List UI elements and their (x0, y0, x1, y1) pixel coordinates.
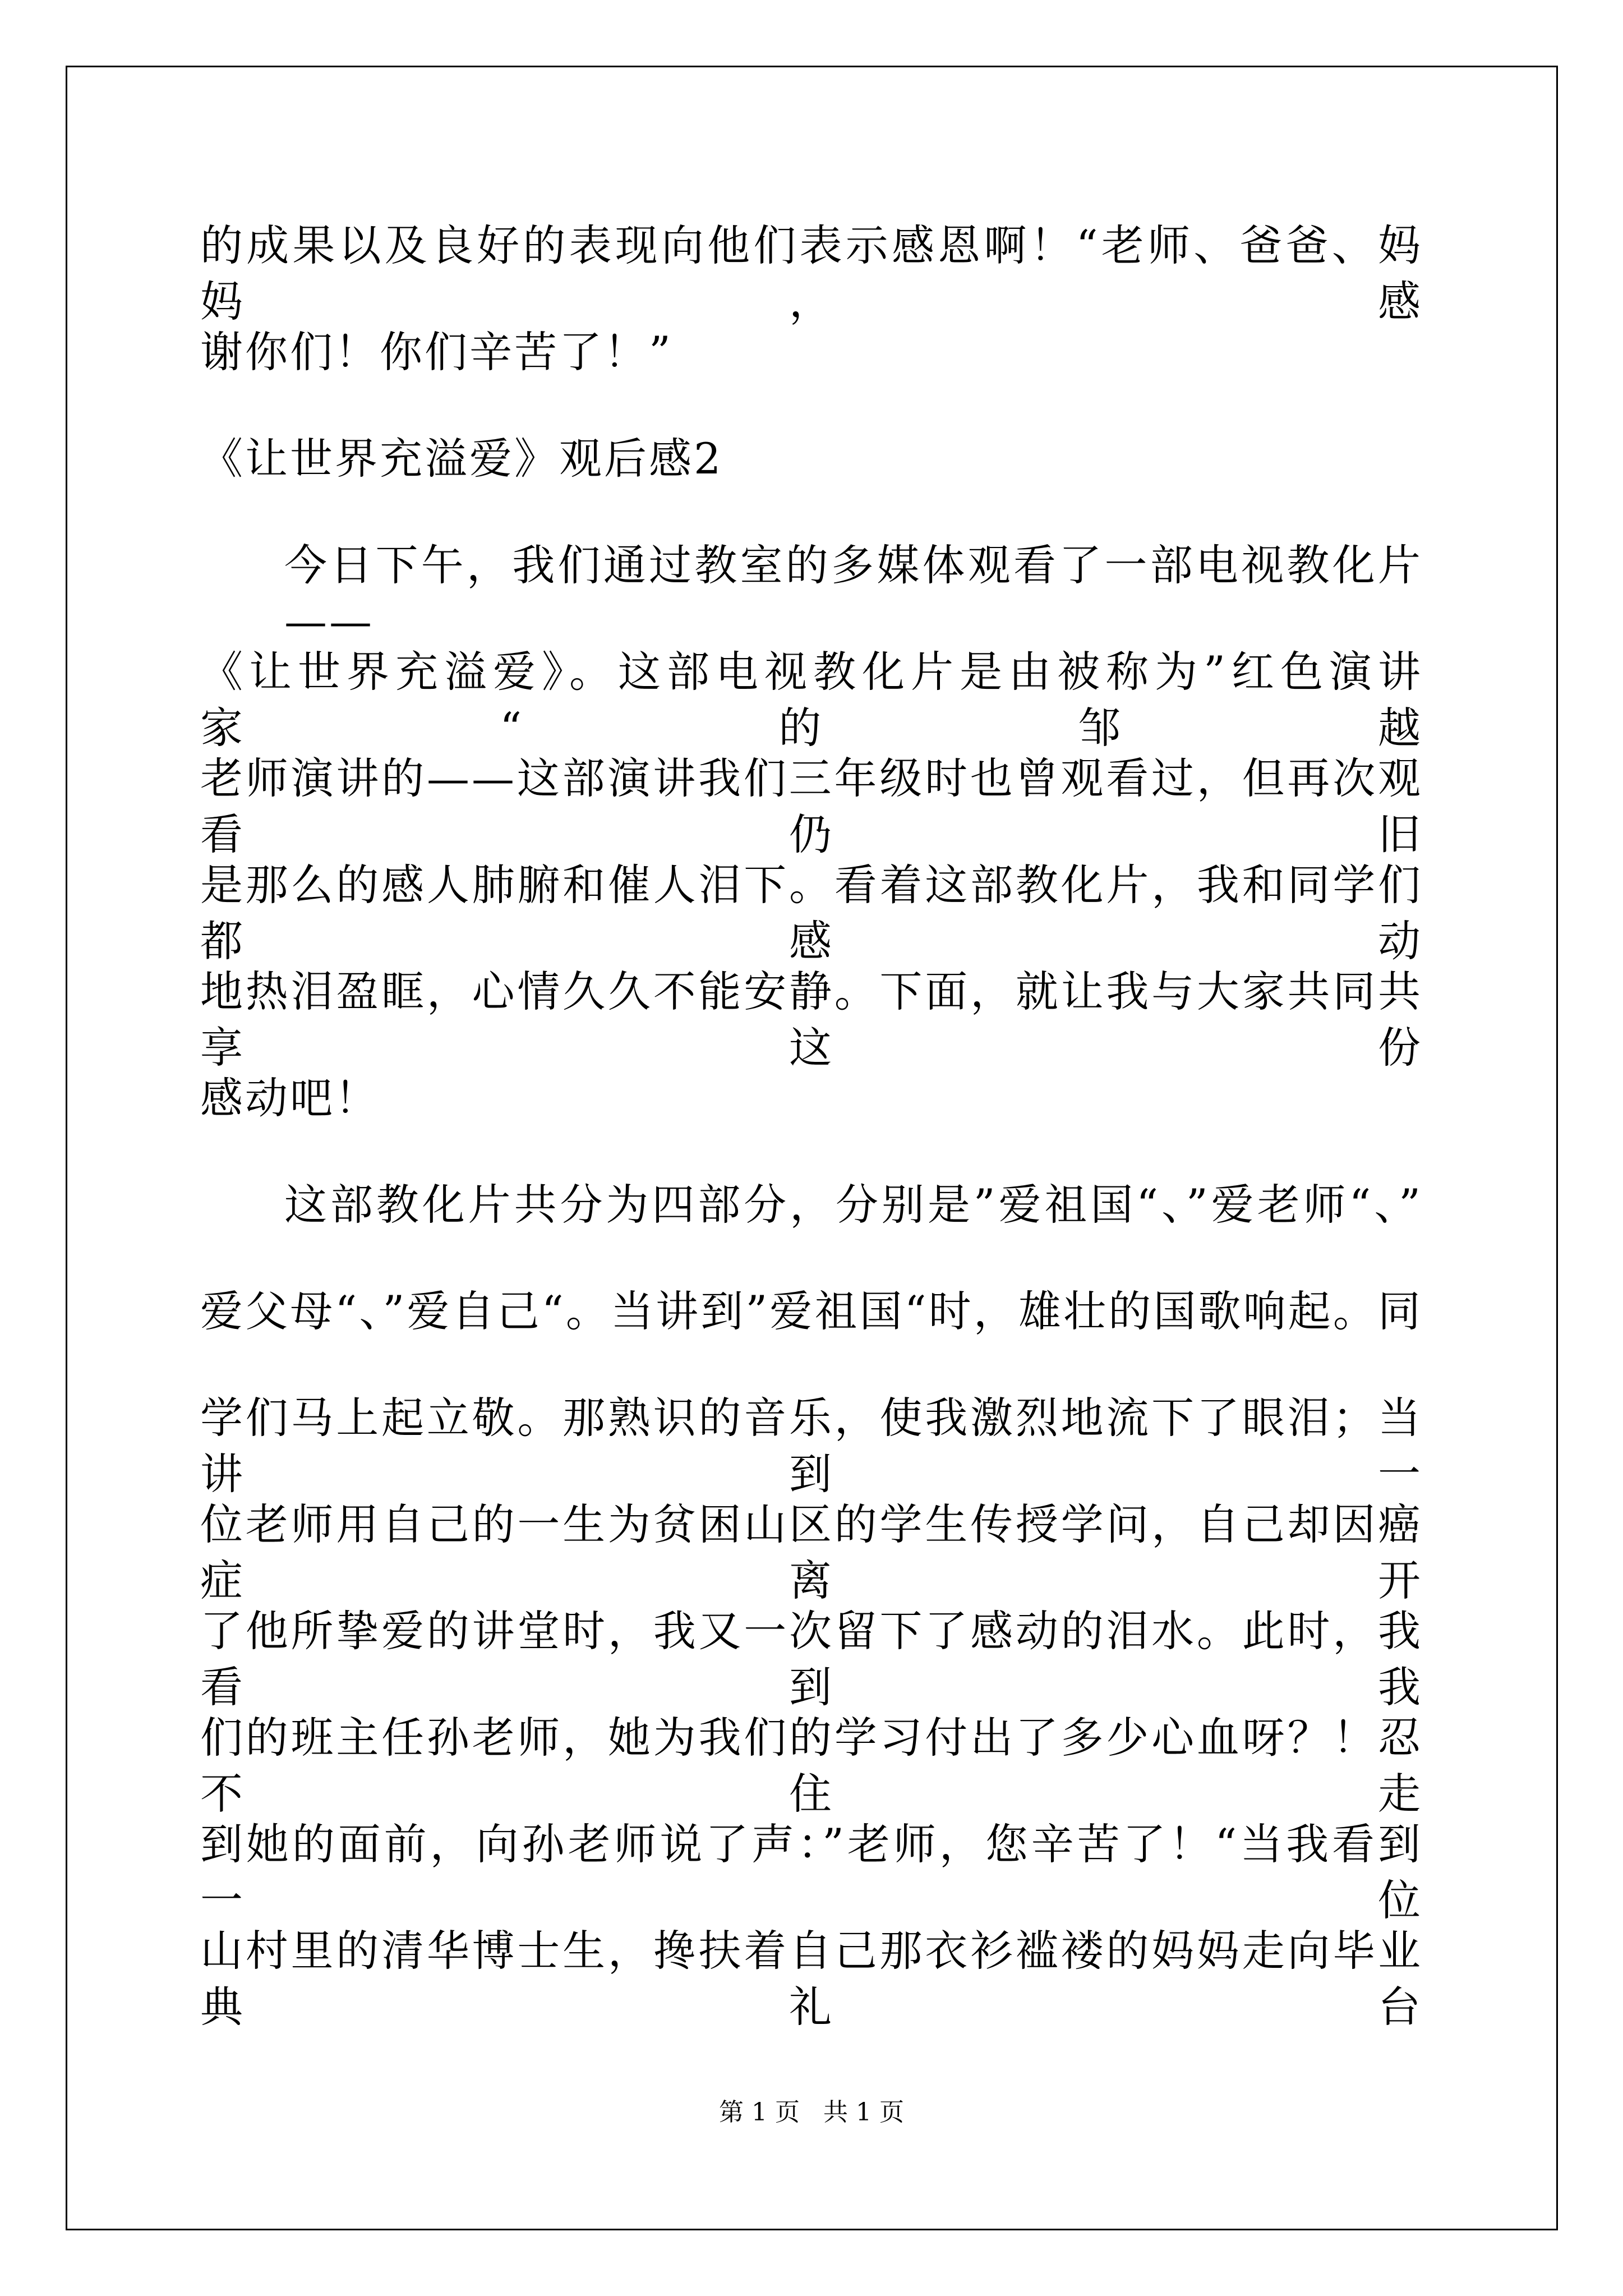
text-line: 《让世界充溢爱》。这部电视教化片是由被称为”红色演讲家“的邹越 (200, 647, 1423, 753)
text-line: 位老师用自己的一生为贫困山区的学生传授学问，自己却因癌症离开 (200, 1499, 1423, 1605)
text-line: 学们马上起立敬。那熟识的音乐，使我激烈地流下了眼泪；当讲到一 (200, 1393, 1423, 1499)
text-line: 感动吧！ (200, 1073, 380, 1123)
text-line: 爱父母“、”爱自己“。当讲到”爱祖国“时，雄壮的国歌响起。同 (200, 1286, 1423, 1336)
text-line: 到她的面前，向孙老师说了声：”老师，您辛苦了！“当我看到一位 (200, 1819, 1423, 1925)
section-heading: 《让世界充溢爱》观后感2 (200, 434, 723, 484)
text-line: 的成果以及良好的表现向他们表示感恩啊！“老师、爸爸、妈妈，感 (200, 220, 1423, 326)
text-line: 地热泪盈眶，心情久久不能安静。下面，就让我与大家共同共享这份 (200, 967, 1423, 1073)
text-line: 山村里的清华博士生，搀扶着自己那衣衫褴褛的妈妈走向毕业典礼台 (200, 1926, 1423, 2032)
text-line: 谢你们！你们辛苦了！” (200, 327, 673, 377)
text-line: 这部教化片共分为四部分，分别是”爱祖国“、”爱老师“、” (284, 1180, 1423, 1230)
text-line: 们的班主任孙老师，她为我们的学习付出了多少心血呀？！忍不住走 (200, 1713, 1423, 1819)
text-line: 今日下午，我们通过教室的多媒体观看了一部电视教化片—— (284, 540, 1423, 646)
text-line: 了他所挚爱的讲堂时，我又一次留下了感动的泪水。此时，我看到我 (200, 1606, 1423, 1712)
text-line: 老师演讲的——这部演讲我们三年级时也曾观看过，但再次观看仍旧 (200, 753, 1423, 859)
text-line: 是那么的感人肺腑和催人泪下。看着这部教化片，我和同学们都感动 (200, 860, 1423, 966)
page-number-footer: 第 1 页 共 1 页 (719, 2098, 904, 2127)
